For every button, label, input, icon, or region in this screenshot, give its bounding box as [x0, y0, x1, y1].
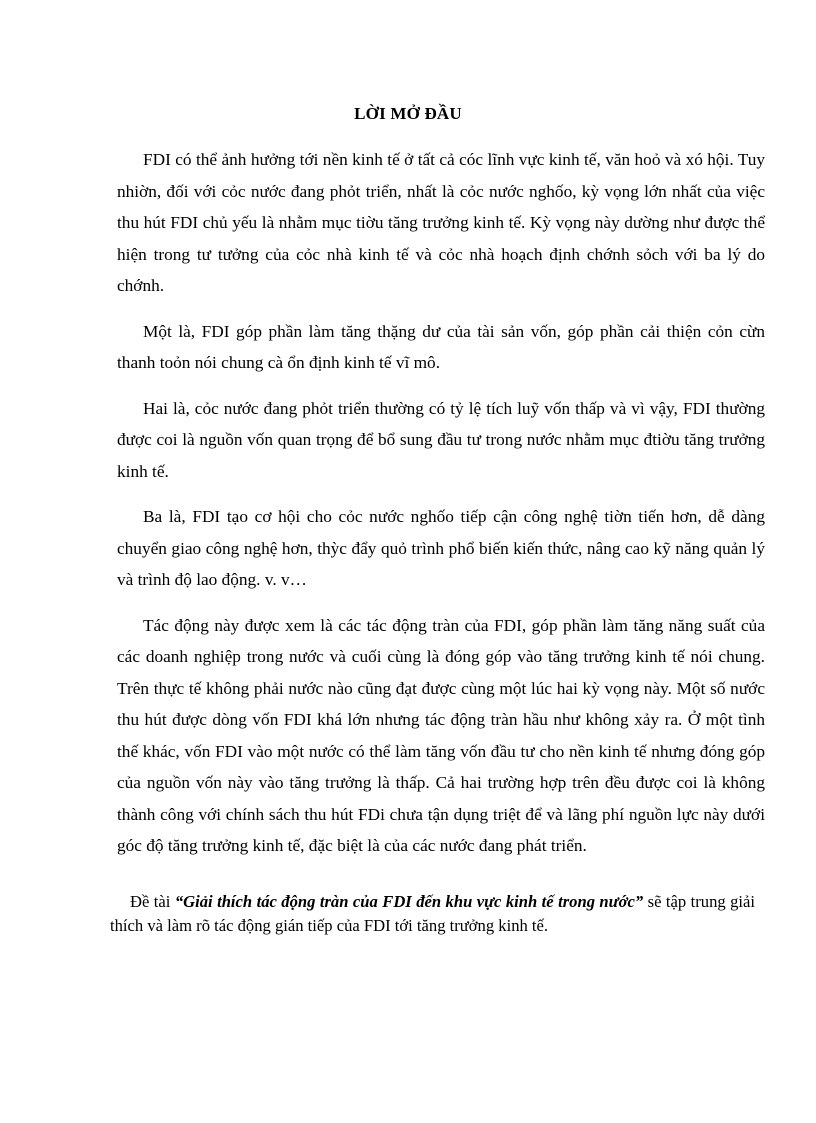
page-title: LỜI MỞ ĐẦU	[354, 104, 462, 123]
closing-paragraph	[110, 890, 755, 938]
paragraph-2: Một là, FDI góp phần làm tăng thặng dư của tài sản vốn, góp phần cải thiện cỏn cừn thanh toỏn nói chung cà ổn định kinh tế vĩ mô.	[117, 321, 765, 372]
closing-rest: sẽ tập trung giải thích và làm rõ tác động gián tiếp của FDI tới tăng trưởng kinh tế.	[110, 892, 755, 935]
paragraph-3: Hai là, cỏc nước đang phỏt triển thường có tỷ lệ tích luỹ vốn thấp và vì vậy, FDI thường được coi là nguồn vốn quan trọng để bổ sung đầu tư trong nước nhằm mục đtiờu tăng trưởng kinh tế.	[117, 398, 765, 481]
paragraph-5: Tác động này được xem là các tác động tràn của FDI, góp phần làm tăng năng suất của các doanh nghiệp trong nước và cuối cùng là đóng góp vào tăng trưởng kinh tế nói chung. Trên thực tế không phải nước nào cũng đạt được cùng một lúc hai kỳ vọng này. Một số nước thu hút được dòng vốn FDI khá lớn nhưng tác động tràn hầu như không xảy ra. Ở một tình thế khác, vốn FDI vào một nước có thể làm tăng vốn đầu tư cho nền kinh tế nhưng đóng góp của nguồn vốn này vào tăng trưởng là thấp. Cả hai trường hợp trên đều được coi là không thành công với chính sách thu hút FDi chưa tận dụng triệt để và lãng phí nguồn lực này dưới góc độ tăng trưởng kinh tế, đặc biệt là của các nước đang phát triển.	[117, 615, 765, 855]
paragraph-1: FDI có thể ảnh hưởng tới nền kinh tế ở tất cả cóc lĩnh vực kinh tế, văn hoỏ và xó hội. Tuy nhiờn, đối với cỏc nước đang phỏt triển, nhất là cỏc nước nghốo, kỳ vọng lớn nhất của việc thu hút FDI chủ yếu là nhằm mục tiờu tăng trưởng kinh tế. Kỳ vọng này dường như được thể hiện trong tư tưởng của cỏc nhà kinh tế và cỏc nhà hoạch định chớnh sỏch với ba lý do chớnh.	[117, 150, 765, 295]
paragraph-4: Ba là, FDI tạo cơ hội cho cỏc nước nghốo tiếp cận công nghệ tiờn tiến hơn, dễ dàng chuyển giao công nghệ hơn, thỳc đẩy quỏ trình phổ biến kiến thức, nâng cao kỹ năng quản lý và trình độ lao động. v. v…	[117, 507, 765, 589]
document-body	[117, 144, 765, 876]
topic-title: “Giải thích tác động tràn của FDI đến khu vực kinh tế trong nước”	[174, 892, 644, 911]
closing-lead: Đề tài	[130, 892, 171, 911]
